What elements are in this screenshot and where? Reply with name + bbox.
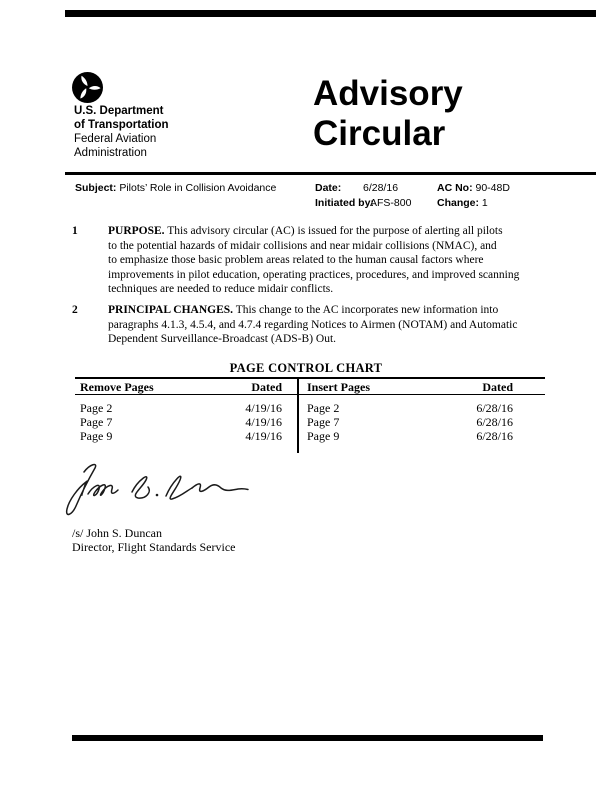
table-cell: 6/28/16 [476, 414, 513, 429]
column-header-dated-right: Dated [482, 380, 513, 394]
change-value: 1 [481, 197, 488, 209]
table-top-rule [75, 377, 545, 379]
ac-number-value: 90-48D [475, 182, 510, 194]
table-cell: Page 2 [80, 400, 113, 415]
title-line-2: Circular [313, 114, 446, 153]
subject-label: Subject: [75, 182, 117, 194]
table-cell: 6/28/16 [476, 429, 513, 444]
change-number [437, 197, 488, 210]
table-cell: Page 7 [307, 414, 340, 429]
title-line-1: Advisory [313, 74, 463, 113]
dot-logo-icon [72, 72, 103, 103]
table-cell: 4/19/16 [245, 414, 282, 429]
subject-value: Pilots’ Role in Collision Avoidance [119, 182, 277, 194]
paragraph-2-principal-changes [108, 303, 517, 347]
handwritten-signature-icon [62, 458, 252, 524]
table-cell: 4/19/16 [245, 400, 282, 415]
agency-line: Federal Aviation [74, 133, 157, 145]
paragraph-2-heading: PRINCIPAL CHANGES. [108, 304, 234, 316]
ac-number-label: AC No: [437, 182, 473, 194]
paragraph-line: techniques are needed to reduce midair conflicts. [108, 283, 334, 296]
agency-line: Administration [74, 147, 147, 159]
signature-s-line: /s/ John S. Duncan [72, 526, 162, 540]
bottom-rule [72, 735, 543, 741]
subject-line [75, 182, 276, 195]
initiated-by [315, 197, 374, 210]
header-rule [65, 172, 596, 175]
column-header-insert-pages: Insert Pages [307, 380, 370, 394]
table-center-divider [297, 377, 299, 453]
paragraph-text: This advisory circular (AC) is issued for the purpose of alerting all pilots [167, 225, 503, 237]
initiated-by-label: Initiated by: [315, 197, 374, 209]
paragraph-line: Dependent Surveillance-Broadcast (ADS-B) Out. [108, 333, 337, 346]
paragraph-line [108, 224, 519, 239]
paragraph-line [108, 303, 517, 318]
initiated-by-value: AFS-800 [370, 197, 412, 209]
table-cell: Page 9 [307, 429, 340, 444]
paragraph-1-heading: PURPOSE. [108, 225, 165, 237]
paragraph-line: to the potential hazards of midair collisions and near midair collisions (NMAC), and [108, 239, 497, 252]
date-value: 6/28/16 [363, 182, 399, 194]
paragraph-line: to emphasize those basic problem areas related to the human causal factors where [108, 254, 484, 267]
table-cell: Page 7 [80, 414, 113, 429]
agency-block [74, 104, 169, 160]
date-label: Date: [315, 182, 342, 194]
column-header-dated-left: Dated [251, 380, 282, 394]
paragraph-text: This change to the AC incorporates new information into [235, 304, 499, 316]
paragraph-1-purpose [108, 224, 519, 297]
paragraph-line: improvements in pilot education, operating practices, procedures, and improved scanning [108, 268, 520, 281]
ac-number [437, 182, 510, 195]
paragraph-1-number: 1 [72, 225, 78, 237]
column-header-remove-pages: Remove Pages [80, 380, 154, 394]
page-control-chart-title: PAGE CONTROL CHART [229, 361, 383, 375]
table-cell: Page 2 [307, 400, 340, 415]
paragraph-line: paragraphs 4.1.3, 4.5.4, and 4.7.4 regarding Notices to Airmen (NOTAM) and Automatic [108, 318, 518, 331]
document-title [313, 74, 463, 154]
table-cell: 6/28/16 [476, 400, 513, 415]
agency-line: of Transportation [74, 119, 169, 131]
change-label: Change: [437, 197, 479, 209]
signature-title-line: Director, Flight Standards Service [72, 539, 236, 554]
table-cell: 4/19/16 [245, 429, 282, 444]
table-cell: Page 9 [80, 429, 113, 444]
top-rule [65, 10, 596, 17]
paragraph-2-number: 2 [72, 304, 78, 316]
agency-line: U.S. Department [74, 105, 164, 117]
